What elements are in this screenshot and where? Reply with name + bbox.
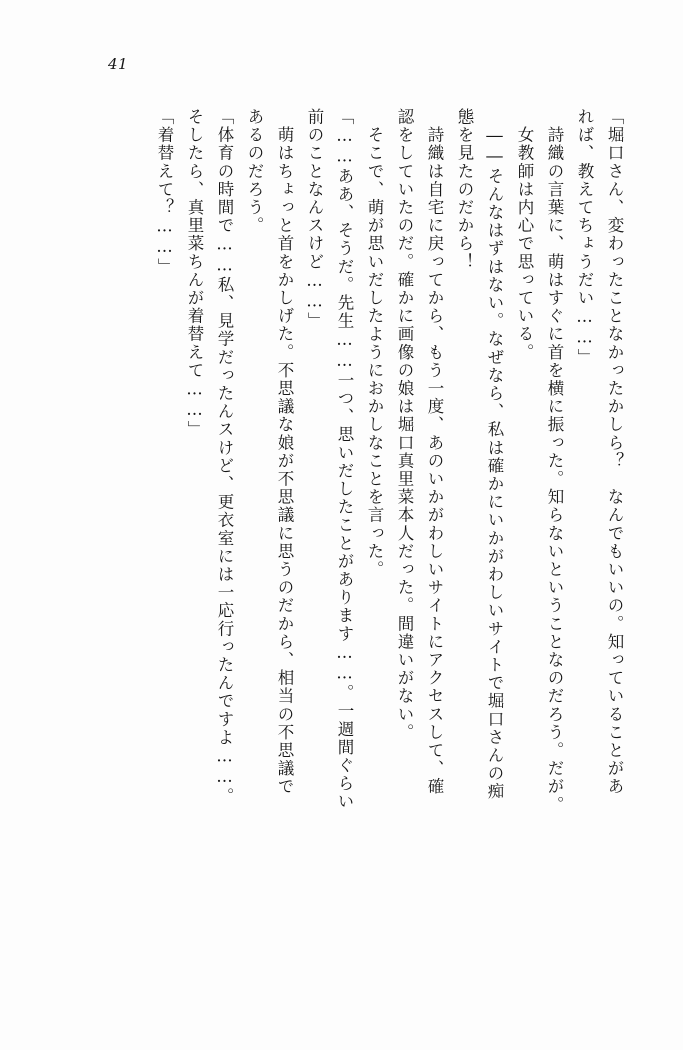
text-line: 認をしていたのだ。確かに画像の娘は堀口真里菜本人だった。間違いがない。	[395, 108, 414, 742]
page-number: 41	[108, 55, 129, 73]
text-line: そこで、萌が思いだしたようにおかしなことを言った。	[365, 108, 384, 579]
text-line: 詩織の言葉に、萌はすぐに首を横に振った。知らないということなのだろう。だが。	[545, 108, 564, 814]
text-line: 「……ああ、そうだ。先生……一つ、思いだしたことがあります……。一週間ぐらい	[335, 108, 354, 811]
text-line: ――そんなはずはない。なぜなら、私は確かにいかがわしいサイトで堀口さんの痴	[485, 108, 504, 801]
text-line: 「着替えて？……」	[155, 108, 174, 276]
text-line: 「体育の時間で……私、見学だったんスけど、更衣室には一応行ったんですよ……。	[215, 108, 234, 806]
text-line: 前のことなんスけど……」	[305, 108, 324, 331]
vertical-text-body	[82, 108, 622, 938]
text-line: あるのだろう。	[245, 108, 264, 235]
text-line: れば、教えてちょうだい……」	[575, 108, 594, 367]
text-line: 詩織は自宅に戻ってから、もう一度、あのいかがわしいサイトにアクセスして、確	[425, 108, 444, 796]
text-line: そしたら、真里菜ちんが着替えて……」	[185, 108, 204, 439]
text-line: 態を見たのだから！	[455, 108, 474, 271]
text-line: 「堀口さん、変わったことなかったかしら？ なんでもいいの。知っていることがあ	[605, 108, 624, 796]
text-line: 女教師は内心で思っている。	[515, 108, 534, 362]
text-line: 萌はちょっと首をかしげた。不思議な娘が不思議に思うのだから、相当の不思議で	[275, 108, 294, 796]
